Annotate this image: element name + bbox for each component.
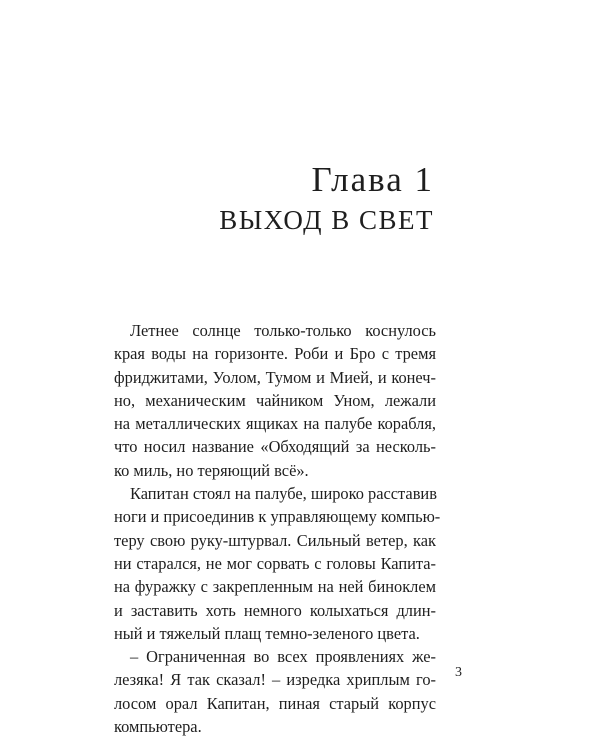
text-line: ни старался, не мог сорвать с головы Капита-	[114, 553, 436, 573]
text-line: на металлических ящиках на палубе корабля,	[114, 414, 436, 434]
text-line: на фуражку с закрепленным на ней биноклем	[114, 577, 436, 597]
text-line: Летнее солнце только-только коснулось	[130, 321, 436, 340]
text-line: лосом орал Капитан, пиная старый корпус	[114, 693, 436, 713]
text-line: ный и тяжелый плащ темно-зеленого цвета.	[114, 623, 420, 643]
text-line: Капитан стоял на палубе, широко расставив	[130, 484, 437, 504]
text-line: ноги и присоединив к управляющему компью-	[114, 507, 441, 527]
text-line: ко миль, но теряющий всё».	[114, 460, 309, 480]
chapter-number-heading: Глава 1	[311, 160, 434, 199]
text-line: края воды на горизонте. Роби и Бро с тремя	[114, 344, 436, 364]
text-line: компьютера.	[114, 717, 202, 737]
text-line: что носил название «Обходящий за несколь-	[114, 437, 436, 457]
text-line: лезяка! Я так сказал! – изредка хриплым го-	[114, 670, 436, 690]
chapter-body	[114, 319, 441, 738]
text-line: но, механическим чайником Уном, лежали	[114, 390, 436, 410]
text-line: – Ограниченная во всех проявлениях же-	[130, 647, 436, 667]
text-line: теру свою руку-штурвал. Сильный ветер, как	[114, 530, 436, 550]
text-line: и заставить хоть немного колыхаться длин-	[114, 600, 436, 620]
page-number: 3	[455, 665, 462, 680]
text-line: фриджитами, Уолом, Тумом и Мией, и конеч-	[114, 367, 436, 387]
chapter-title-heading: ВЫХОД В СВЕТ	[219, 205, 434, 235]
